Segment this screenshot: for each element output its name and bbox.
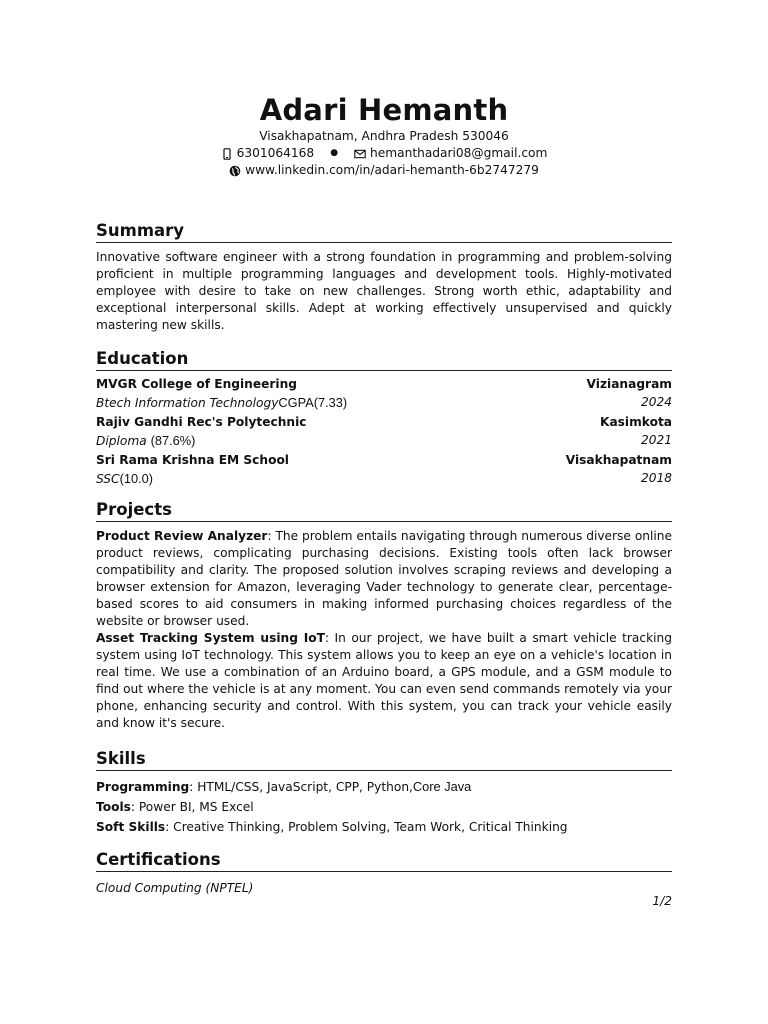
education-entry bbox=[96, 376, 672, 412]
school-location: Kasimkota bbox=[600, 415, 672, 429]
score: (87.6%) bbox=[150, 432, 196, 448]
school-name: Rajiv Gandhi Rec's Polytechnic bbox=[96, 415, 307, 429]
summary-section bbox=[96, 221, 672, 334]
page-number: 1/2 bbox=[652, 894, 672, 908]
skill-row bbox=[96, 797, 672, 817]
skill-value: : HTML/CSS, JavaScript, CPP, Python, bbox=[189, 780, 413, 794]
project-name: Asset Tracking System using IoT bbox=[96, 631, 325, 645]
certifications-section bbox=[96, 850, 672, 897]
envelope-icon bbox=[354, 148, 366, 160]
projects-section bbox=[96, 500, 672, 732]
score: CGPA(7.33) bbox=[278, 394, 348, 410]
education-entry bbox=[96, 452, 672, 488]
skill-extra: Core Java bbox=[412, 779, 472, 794]
year: 2024 bbox=[640, 394, 672, 409]
contact-row bbox=[96, 145, 672, 162]
degree: Diploma bbox=[96, 433, 147, 448]
phone-number[interactable]: 6301064168 bbox=[236, 146, 315, 160]
education-section bbox=[96, 349, 672, 488]
summary-title: Summary bbox=[96, 221, 672, 243]
candidate-name: Adari Hemanth bbox=[259, 93, 509, 127]
skill-row bbox=[96, 777, 672, 797]
skill-label: Programming bbox=[96, 780, 190, 794]
degree: SSC bbox=[96, 471, 120, 486]
mobile-phone-icon bbox=[221, 148, 233, 160]
globe-icon bbox=[229, 165, 241, 177]
year: 2021 bbox=[640, 432, 672, 447]
linkedin-row bbox=[96, 162, 672, 179]
project-description: : In our project, we have built a smart vehicle tracking system using IoT technology. This system allows you to keep an eye on a vehicle's location in real time. We use a combination of an Arduino board, a GPS module, and a GSM module to find out where the vehicle is at any moment. You can even send commands remotely via your phone, enhancing security and control. With this system, you can track your vehicle easily and know it's secure. bbox=[96, 631, 672, 730]
certifications-title: Certifications bbox=[96, 850, 672, 872]
project-name: Product Review Analyzer bbox=[96, 529, 268, 543]
address: Visakhapatnam, Andhra Pradesh 530046 bbox=[259, 129, 509, 143]
summary-text: Innovative software engineer with a strong foundation in programming and problem-solving proficient in multiple programming languages and development tools. Highly-motivated employee with desire to take on new challenges. Strong worth ethic, adaptability and exceptional interpersonal skills. Adept at working effectively unsupervised and quickly mastering new skills. bbox=[96, 250, 672, 332]
school-location: Visakhapatnam bbox=[565, 453, 672, 467]
skill-row bbox=[96, 817, 672, 837]
project-item bbox=[96, 630, 672, 732]
skill-label: Tools bbox=[96, 800, 131, 814]
skills-title: Skills bbox=[96, 749, 672, 771]
education-title: Education bbox=[96, 349, 672, 371]
skill-label: Soft Skills bbox=[96, 820, 166, 834]
email-link[interactable]: hemanthadari08@gmail.com bbox=[370, 146, 548, 160]
education-entry bbox=[96, 414, 672, 450]
separator-dot: ● bbox=[330, 148, 339, 158]
projects-title: Projects bbox=[96, 500, 672, 522]
skill-value: : Power BI, MS Excel bbox=[130, 800, 254, 814]
year: 2018 bbox=[640, 470, 672, 485]
school-name: Sri Rama Krishna EM School bbox=[96, 453, 289, 467]
score: (10.0) bbox=[119, 470, 153, 486]
project-description: : The problem entails navigating through numerous diverse online product reviews, complicating purchasing decisions. Existing tools often lack browser compatibility and clarity. The proposed solution involves scraping reviews and developing a browser extension for Amazon, leveraging Vader technology to generate clear, percentage-based scores to aid consumers in making informed purchasing choices regardless of the website or browser used. bbox=[96, 529, 672, 628]
resume-header bbox=[96, 92, 672, 179]
degree: Btech Information Technology bbox=[96, 395, 279, 410]
skill-value: : Creative Thinking, Problem Solving, Team Work, Critical Thinking bbox=[165, 820, 568, 834]
certification-item: Cloud Computing (NPTEL) bbox=[96, 881, 254, 895]
project-item bbox=[96, 528, 672, 630]
school-name: MVGR College of Engineering bbox=[96, 377, 297, 391]
resume-page bbox=[96, 92, 672, 897]
skills-section bbox=[96, 749, 672, 837]
linkedin-link[interactable]: www.linkedin.com/in/adari-hemanth-6b2747279 bbox=[245, 163, 539, 177]
school-location: Vizianagram bbox=[586, 377, 672, 391]
